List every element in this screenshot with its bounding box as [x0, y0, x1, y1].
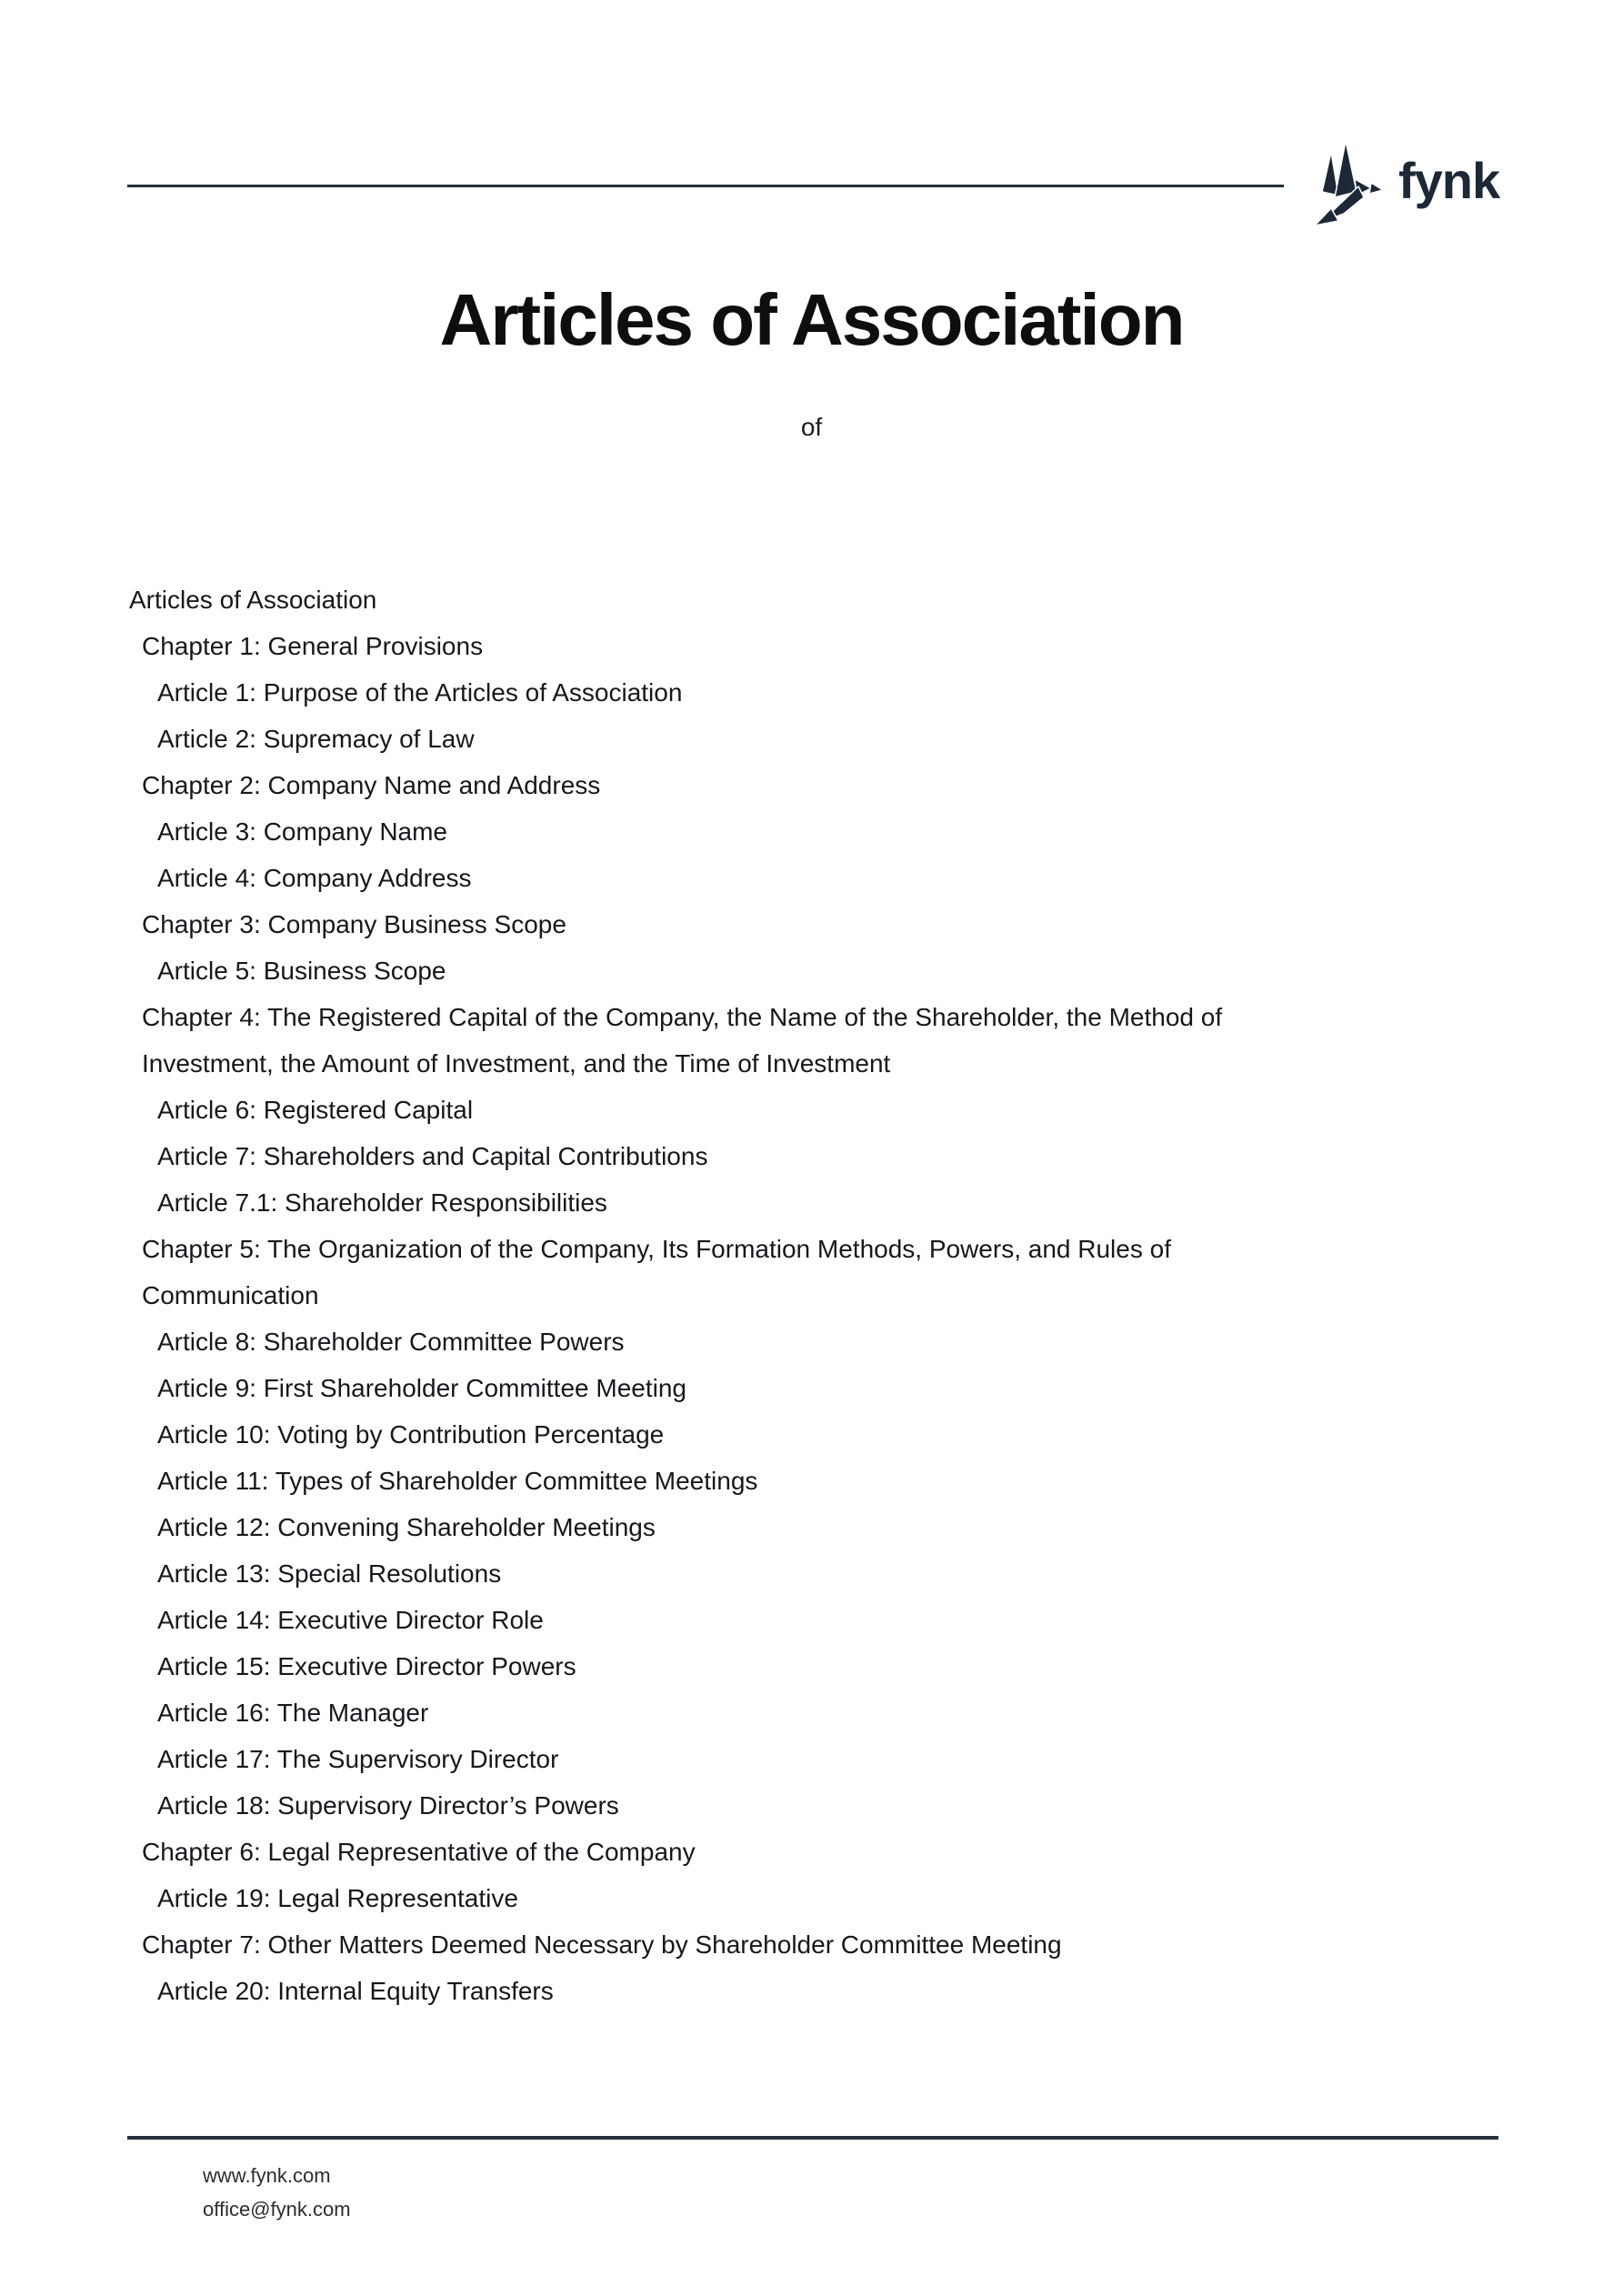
toc-chapter: Chapter 5: The Organization of the Company, Its Formation Methods, Powers, and Rules of Communication: [142, 1235, 1171, 1309]
toc-article: Article 2: Supremacy of Law: [157, 725, 475, 753]
toc-article: Article 16: The Manager: [157, 1699, 429, 1727]
toc-article: Article 7: Shareholders and Capital Contributions: [157, 1142, 708, 1170]
toc-chapter: Chapter 1: General Provisions: [142, 632, 484, 660]
footer: [203, 2159, 351, 2226]
toc-article: Article 17: The Supervisory Director: [157, 1745, 559, 1773]
origami-bird-icon: [1313, 139, 1386, 228]
toc-article: Article 13: Special Resolutions: [157, 1559, 502, 1588]
toc-article: Article 6: Registered Capital: [157, 1096, 474, 1124]
toc-article: Article 15: Executive Director Powers: [157, 1652, 576, 1680]
toc-article: Article 20: Internal Equity Transfers: [157, 1977, 554, 2005]
toc-article: Article 9: First Shareholder Committee Meeting: [157, 1374, 686, 1402]
page-title: Articles of Association: [439, 279, 1184, 360]
toc-chapter: Chapter 3: Company Business Scope: [142, 910, 566, 938]
toc-chapter: Chapter 2: Company Name and Address: [142, 771, 601, 799]
toc-root: Articles of Association: [129, 586, 377, 614]
toc-article: Article 10: Voting by Contribution Percentage: [157, 1420, 665, 1449]
toc-chapter: Chapter 6: Legal Representative of the Company: [142, 1838, 696, 1866]
toc-article: Article 11: Types of Shareholder Committee Meetings: [157, 1467, 758, 1495]
toc-article: Article 12: Convening Shareholder Meetings: [157, 1513, 656, 1541]
toc-article: Article 7.1: Shareholder Responsibilities: [157, 1188, 607, 1217]
toc-article: Article 5: Business Scope: [157, 957, 446, 985]
toc-article: Article 8: Shareholder Committee Powers: [157, 1328, 625, 1356]
page-subtitle: of: [800, 413, 823, 441]
toc-article: Article 19: Legal Representative: [157, 1884, 518, 1912]
brand-wordmark: fynk: [1398, 152, 1500, 209]
toc-chapter: Chapter 7: Other Matters Deemed Necessary by Shareholder Committee Meeting: [142, 1930, 1062, 1959]
toc-article: Article 4: Company Address: [157, 864, 472, 892]
toc-chapter: Chapter 4: The Registered Capital of the Company, the Name of the Shareholder, the Method of Investment, the Amount of Investment, and the Time of Investment: [142, 1003, 1223, 1078]
header-divider: [127, 185, 1284, 187]
toc-article: Article 1: Purpose of the Articles of Association: [157, 678, 683, 707]
toc-article: Article 18: Supervisory Director’s Powers: [157, 1791, 619, 1820]
toc-article: Article 14: Executive Director Role: [157, 1606, 544, 1634]
toc-article: Article 3: Company Name: [157, 817, 448, 846]
footer-email: office@fynk.com: [203, 2198, 351, 2221]
brand-logo: [1313, 138, 1499, 229]
footer-website: www.fynk.com: [203, 2164, 331, 2187]
table-of-contents: [129, 577, 1320, 2014]
footer-divider: [127, 2136, 1498, 2140]
